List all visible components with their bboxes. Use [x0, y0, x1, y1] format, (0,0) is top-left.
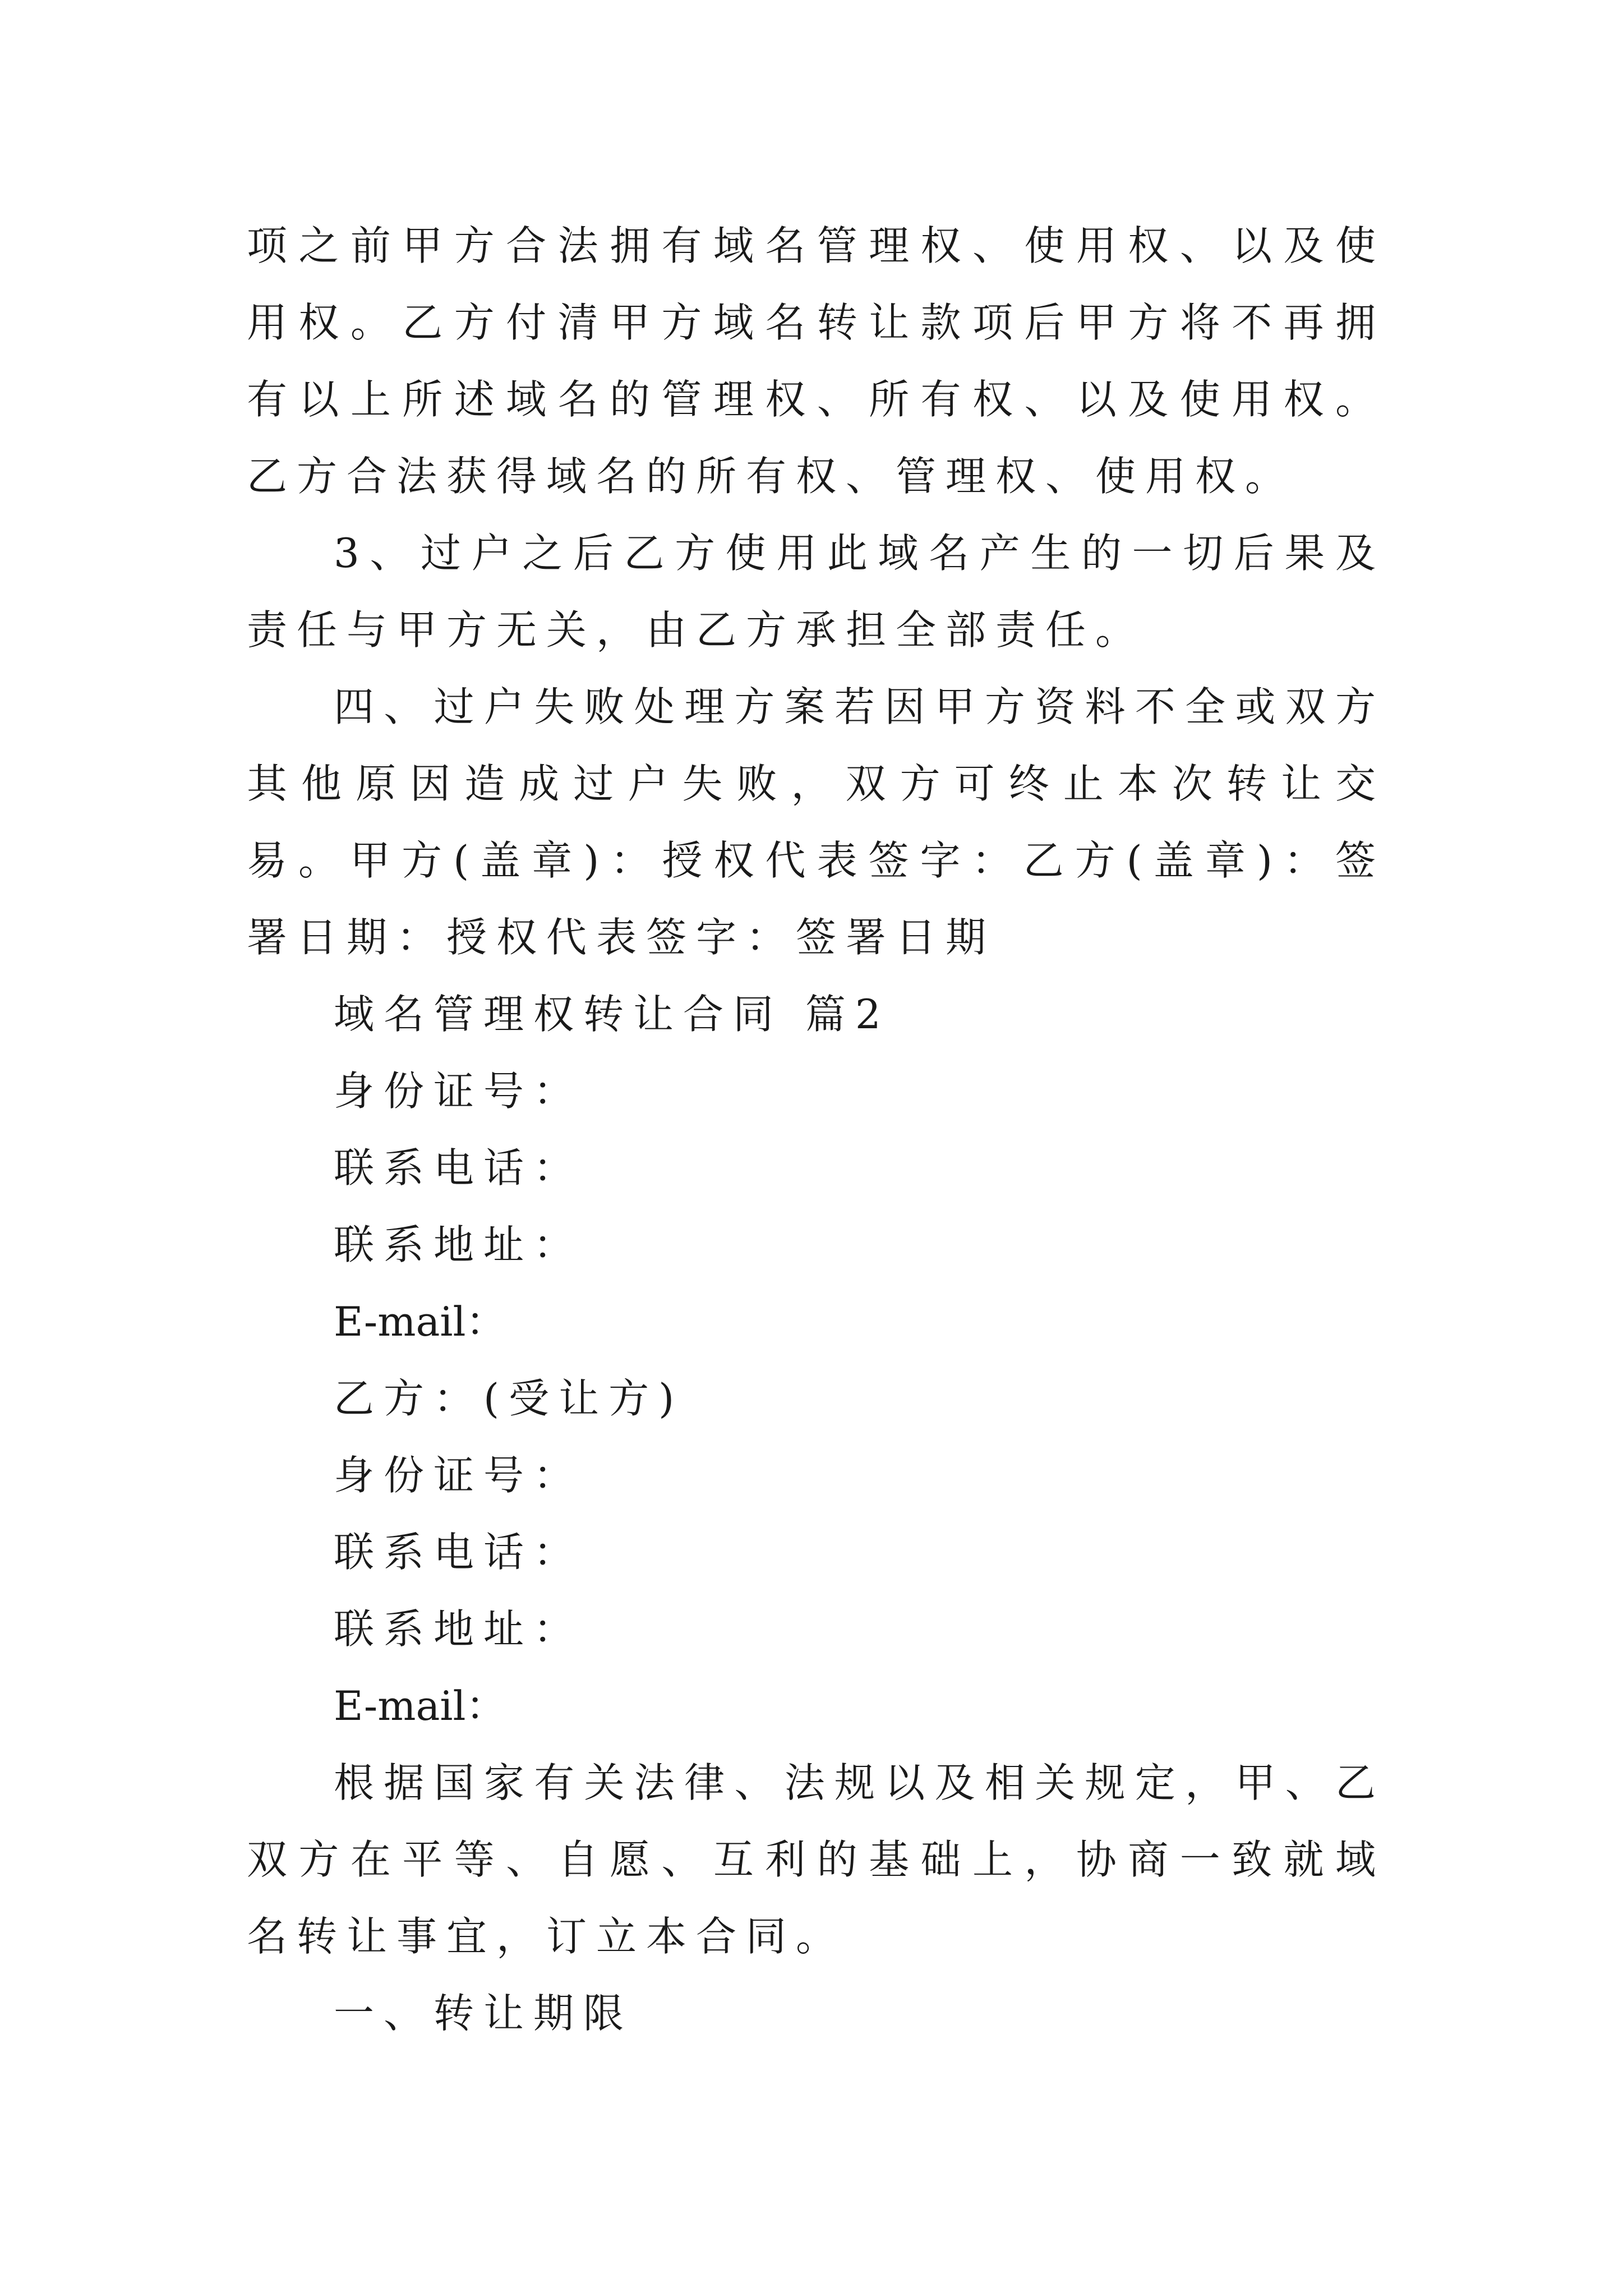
section-title-contract-2: 域名管理权转让合同 篇2 — [334, 991, 891, 1038]
paragraph-preamble: 根据国家有关法律、法规以及相关规定，甲、乙双方在平等、自愿、互利的基础上，协商一致就域名转让事宜，订立本合同。 — [247, 1759, 1385, 1960]
paragraph-clause-3: 3、过户之后乙方使用此域名产生的一切后果及责任与甲方无关，由乙方承担全部责任。 — [247, 530, 1385, 654]
field-label-id-number: 身份证号： — [334, 1068, 584, 1115]
heading-transfer-term: 一、转让期限 — [334, 1990, 634, 2037]
party-b-label: 乙方：(受让方) — [334, 1375, 684, 1422]
field-label-email-b: E-mail： — [334, 1682, 506, 1729]
field-label-phone: 联系电话： — [334, 1144, 584, 1191]
field-label-id-number-b: 身份证号： — [334, 1452, 584, 1499]
field-label-address: 联系地址： — [334, 1221, 584, 1268]
field-label-address-b: 联系地址： — [334, 1605, 584, 1653]
paragraph-ownership-transfer: 项之前甲方合法拥有域名管理权、使用权、以及使用权。乙方付清甲方域名转让款项后甲方将不再拥有以上所述域名的管理权、所有权、以及使用权。乙方合法获得域名的所有权、管理权、使用权。 — [247, 222, 1385, 500]
field-label-phone-b: 联系电话： — [334, 1529, 584, 1576]
paragraph-clause-4-failure: 四、过户失败处理方案若因甲方资料不全或双方其他原因造成过户失败，双方可终止本次转让交易。甲方(盖章)：授权代表签字：乙方(盖章)：签署日期：授权代表签字：签署日期 — [247, 683, 1385, 961]
document-body — [247, 208, 1385, 2052]
field-label-email: E-mail： — [334, 1298, 506, 1345]
